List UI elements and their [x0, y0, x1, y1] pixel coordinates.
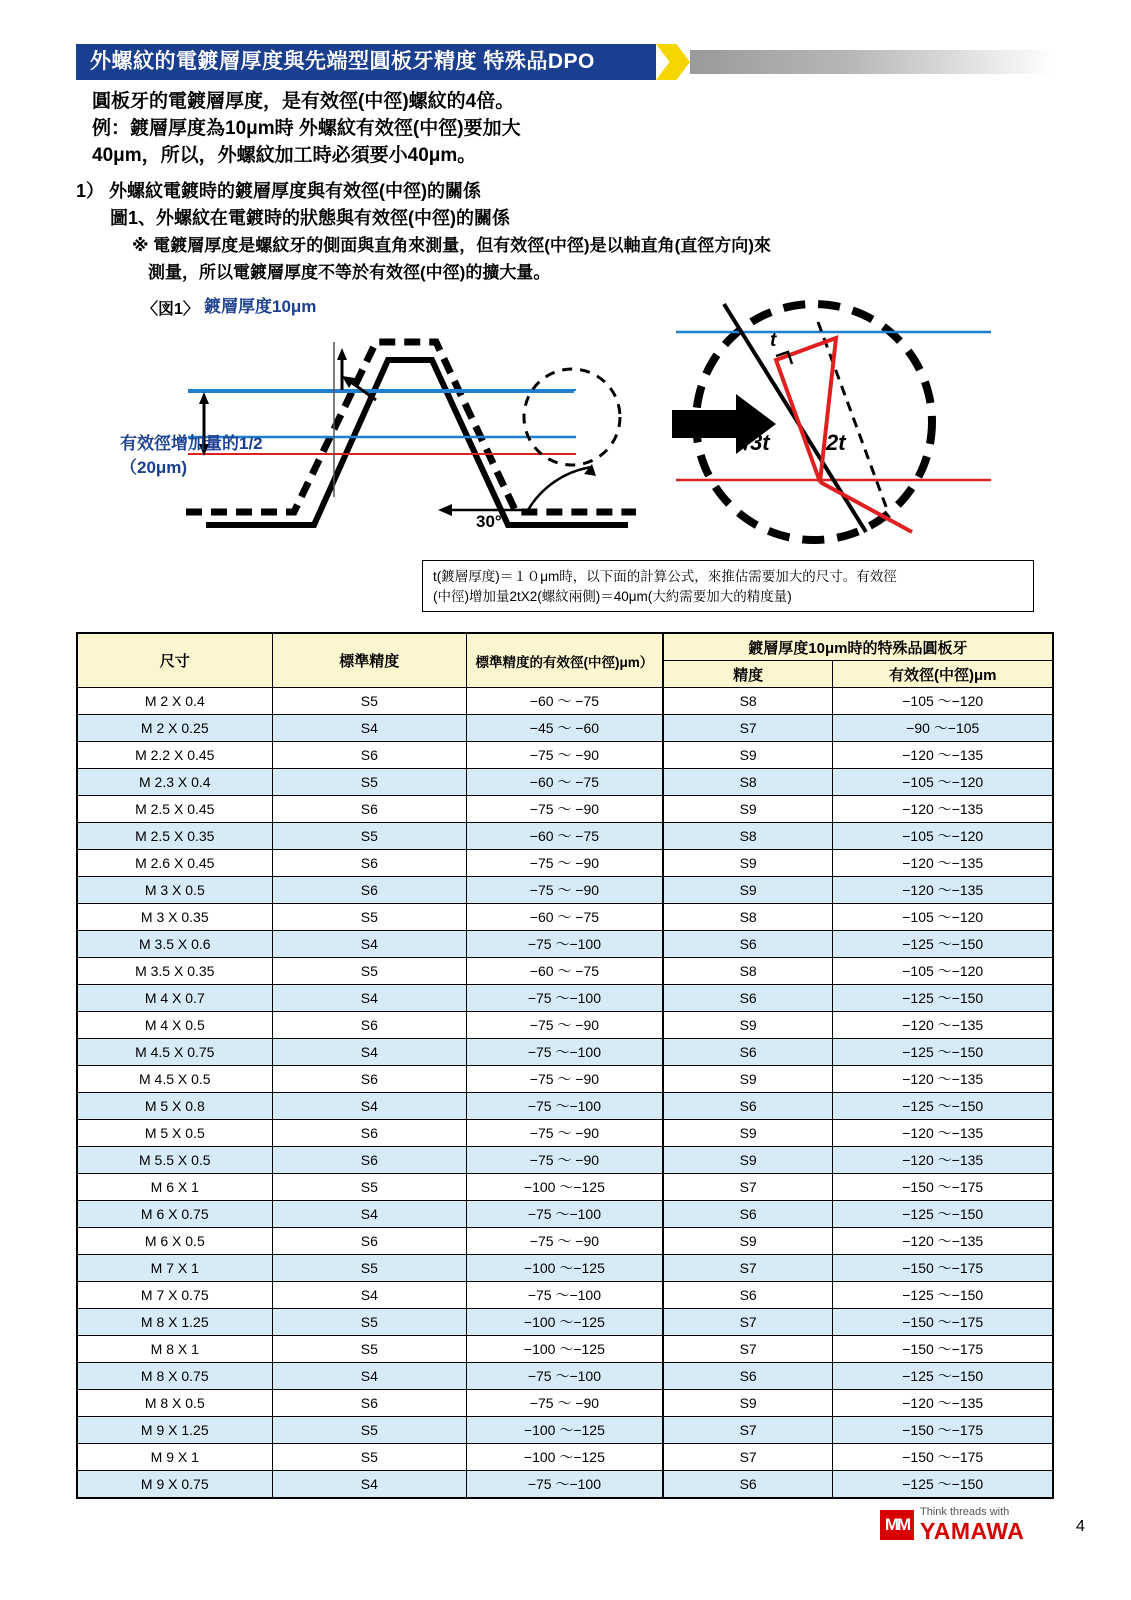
table-cell: M 8 X 1.25	[77, 1309, 272, 1336]
table-row	[77, 1039, 1053, 1066]
angle-label: 30°	[476, 512, 502, 531]
table-cell: −120 ～−135	[833, 1066, 1053, 1093]
table-cell: −105 ～−120	[833, 688, 1053, 715]
table-cell: −120 ～−135	[833, 1012, 1053, 1039]
table-cell: S5	[272, 958, 466, 985]
effective-diameter-label-line1: 有效徑增加量的1/2	[120, 434, 263, 453]
spec-table-body	[77, 688, 1053, 1499]
table-cell: −60 ～ −75	[467, 904, 663, 931]
table-cell: S6	[272, 1066, 466, 1093]
table-cell: −75 ～ −90	[467, 1066, 663, 1093]
formula-box	[422, 560, 1034, 612]
table-cell: −125 ～−150	[833, 1282, 1053, 1309]
table-cell: S4	[272, 715, 466, 742]
table-row	[77, 1255, 1053, 1282]
table-row	[77, 769, 1053, 796]
table-cell: M 2.2 X 0.45	[77, 742, 272, 769]
table-cell: S9	[663, 850, 833, 877]
table-row	[77, 931, 1053, 958]
table-row	[77, 1147, 1053, 1174]
table-row	[77, 1444, 1053, 1471]
table-cell: −75 ～−100	[467, 1471, 663, 1499]
table-cell: M 6 X 0.75	[77, 1201, 272, 1228]
table-cell: S8	[663, 769, 833, 796]
table-row	[77, 1336, 1053, 1363]
table-cell: −150 ～−175	[833, 1255, 1053, 1282]
th-size: 尺寸	[77, 633, 272, 688]
table-cell: −150 ～−175	[833, 1174, 1053, 1201]
table-cell: S6	[663, 1201, 833, 1228]
table-row	[77, 1282, 1053, 1309]
table-cell: −105 ～−120	[833, 769, 1053, 796]
spec-table-head	[77, 633, 1053, 688]
table-cell: −120 ～−135	[833, 742, 1053, 769]
table-row	[77, 958, 1053, 985]
section-1-note-line-2: 測量，所以電鍍層厚度不等於有效徑(中徑)的擴大量。	[148, 263, 551, 282]
table-cell: −120 ～−135	[833, 1228, 1053, 1255]
table-row	[77, 1066, 1053, 1093]
table-cell: −120 ～−135	[833, 1120, 1053, 1147]
table-cell: S5	[272, 1417, 466, 1444]
table-cell: S9	[663, 1120, 833, 1147]
intro-line-3: 40μm，所以，外螺紋加工時必須要小40μm。	[92, 145, 477, 166]
table-row	[77, 796, 1053, 823]
table-cell: M 4 X 0.7	[77, 985, 272, 1012]
table-cell: M 8 X 1	[77, 1336, 272, 1363]
table-cell: S5	[272, 769, 466, 796]
th-std-accuracy: 標準精度	[272, 633, 466, 688]
footer-brand: YAMAWA	[920, 1518, 1025, 1544]
table-cell: −75 ～ −90	[467, 1120, 663, 1147]
table-row	[77, 1309, 1053, 1336]
formula-line-1: t(鍍層厚度)＝１０μm時，以下面的計算公式，來推估需要加大的尺寸。有效徑	[433, 569, 897, 584]
table-row	[77, 1471, 1053, 1499]
table-cell: S7	[663, 1417, 833, 1444]
table-row	[77, 877, 1053, 904]
table-row	[77, 1417, 1053, 1444]
table-cell: M 5.5 X 0.5	[77, 1147, 272, 1174]
table-cell: −60 ～ −75	[467, 958, 663, 985]
table-cell: M 3 X 0.35	[77, 904, 272, 931]
table-cell: M 9 X 1	[77, 1444, 272, 1471]
table-cell: S6	[663, 1039, 833, 1066]
table-cell: S5	[272, 1255, 466, 1282]
table-cell: −75 ～ −90	[467, 1228, 663, 1255]
table-cell: S9	[663, 742, 833, 769]
table-row	[77, 715, 1053, 742]
sqrt3t-label: √3t	[738, 430, 770, 455]
section-1-note-line-1: ※ 電鍍層厚度是螺紋牙的側面與直角來測量，但有效徑(中徑)是以軸直角(直徑方向)來	[132, 236, 771, 255]
table-cell: S9	[663, 1228, 833, 1255]
table-cell: −105 ～−120	[833, 958, 1053, 985]
table-cell: S5	[272, 688, 466, 715]
effective-diameter-label-line2: （20μm)	[120, 458, 188, 477]
table-cell: −75 ～−100	[467, 985, 663, 1012]
table-cell: −125 ～−150	[833, 1363, 1053, 1390]
page-number: 4	[1076, 1518, 1085, 1535]
table-cell: −45 ～ −60	[467, 715, 663, 742]
section-1-heading: 1） 外螺紋電鍍時的鍍層厚度與有效徑(中徑)的關係	[76, 181, 481, 201]
table-cell: S6	[272, 1147, 466, 1174]
table-cell: S5	[272, 1444, 466, 1471]
table-cell: S6	[663, 1471, 833, 1499]
table-cell: −90 ～−105	[833, 715, 1053, 742]
table-cell: M 8 X 0.75	[77, 1363, 272, 1390]
footer-tagline: Think threads with	[920, 1506, 1010, 1518]
table-cell: M 3.5 X 0.6	[77, 931, 272, 958]
table-cell: M 9 X 0.75	[77, 1471, 272, 1499]
table-cell: −105 ～−120	[833, 904, 1053, 931]
table-cell: −100 ～−125	[467, 1255, 663, 1282]
table-cell: S7	[663, 1444, 833, 1471]
table-cell: −75 ～−100	[467, 1363, 663, 1390]
table-cell: S6	[663, 1282, 833, 1309]
table-cell: S7	[663, 1309, 833, 1336]
table-cell: S7	[663, 1255, 833, 1282]
table-row	[77, 1228, 1053, 1255]
intro-line-1: 圓板牙的電鍍層厚度，是有效徑(中徑)螺紋的4倍。	[92, 91, 515, 112]
table-cell: M 6 X 0.5	[77, 1228, 272, 1255]
header-bar	[76, 44, 656, 80]
table-cell: S6	[663, 1363, 833, 1390]
table-cell: −120 ～−135	[833, 850, 1053, 877]
table-cell: −150 ～−175	[833, 1444, 1053, 1471]
yamawa-logo-mark: MM	[880, 1510, 914, 1540]
table-cell: M 2.3 X 0.4	[77, 769, 272, 796]
table-row	[77, 850, 1053, 877]
spec-table-wrapper	[76, 632, 1054, 1499]
table-cell: S6	[272, 1120, 466, 1147]
table-cell: S4	[272, 1039, 466, 1066]
th-std-effective: 標準精度的有效徑(中徑)μm）	[467, 633, 663, 688]
table-cell: S6	[272, 877, 466, 904]
table-cell: S4	[272, 1093, 466, 1120]
page-title: 外螺紋的電鍍層厚度與先端型圓板牙精度 特殊品DPO	[90, 50, 595, 73]
table-cell: S6	[663, 1093, 833, 1120]
table-cell: −60 ～ −75	[467, 769, 663, 796]
table-row	[77, 823, 1053, 850]
th-sub-accuracy: 精度	[663, 661, 833, 688]
table-row	[77, 1174, 1053, 1201]
intro-line-2: 例：鍍層厚度為10μm時 外螺紋有效徑(中徑)要加大	[92, 118, 521, 139]
table-cell: M 4 X 0.5	[77, 1012, 272, 1039]
table-cell: S7	[663, 1336, 833, 1363]
banner-gradient-tail	[690, 50, 1054, 74]
table-cell: −150 ～−175	[833, 1336, 1053, 1363]
table-cell: −100 ～−125	[467, 1309, 663, 1336]
th-sub-effective: 有效徑(中徑)μm	[833, 661, 1053, 688]
table-cell: S5	[272, 904, 466, 931]
table-cell: M 8 X 0.5	[77, 1390, 272, 1417]
table-cell: S6	[663, 985, 833, 1012]
table-cell: −75 ～ −90	[467, 1390, 663, 1417]
table-cell: M 5 X 0.5	[77, 1120, 272, 1147]
table-cell: −150 ～−175	[833, 1309, 1053, 1336]
table-cell: S6	[272, 1228, 466, 1255]
2t-label: 2t	[826, 430, 846, 455]
table-row	[77, 1120, 1053, 1147]
table-cell: S8	[663, 823, 833, 850]
table-row	[77, 904, 1053, 931]
table-row	[77, 1390, 1053, 1417]
effective-diameter-label	[120, 432, 263, 480]
section-1	[76, 178, 1016, 286]
table-cell: −60 ～ −75	[467, 823, 663, 850]
table-cell: M 7 X 1	[77, 1255, 272, 1282]
table-cell: S6	[663, 931, 833, 958]
table-cell: −75 ～ −90	[467, 1012, 663, 1039]
table-row	[77, 1012, 1053, 1039]
table-cell: S7	[663, 715, 833, 742]
table-cell: S5	[272, 1309, 466, 1336]
table-cell: M 7 X 0.75	[77, 1282, 272, 1309]
table-cell: −120 ～−135	[833, 1147, 1053, 1174]
table-cell: M 3.5 X 0.35	[77, 958, 272, 985]
table-cell: S4	[272, 1201, 466, 1228]
table-cell: −75 ～ −90	[467, 877, 663, 904]
table-cell: −75 ～−100	[467, 1282, 663, 1309]
table-cell: S4	[272, 1282, 466, 1309]
table-cell: −75 ～ −90	[467, 742, 663, 769]
table-cell: S4	[272, 1471, 466, 1499]
table-cell: −125 ～−150	[833, 1201, 1053, 1228]
table-cell: S9	[663, 1066, 833, 1093]
table-cell: −100 ～−125	[467, 1444, 663, 1471]
table-cell: −120 ～−135	[833, 796, 1053, 823]
table-cell: S6	[272, 796, 466, 823]
table-row	[77, 1201, 1053, 1228]
table-cell: −125 ～−150	[833, 1093, 1053, 1120]
table-cell: −75 ～−100	[467, 1201, 663, 1228]
footer	[880, 1500, 1085, 1546]
header-banner	[76, 44, 1054, 80]
table-cell: S7	[663, 1174, 833, 1201]
table-cell: S6	[272, 742, 466, 769]
table-cell: −75 ～ −90	[467, 1147, 663, 1174]
table-cell: −60 ～ −75	[467, 688, 663, 715]
table-cell: −105 ～−120	[833, 823, 1053, 850]
table-row	[77, 1093, 1053, 1120]
table-cell: S4	[272, 985, 466, 1012]
spec-table	[76, 632, 1054, 1499]
table-row	[77, 742, 1053, 769]
table-cell: S9	[663, 877, 833, 904]
table-cell: −120 ～−135	[833, 1390, 1053, 1417]
spec-table-header-row-1	[77, 633, 1053, 661]
table-cell: S8	[663, 958, 833, 985]
table-cell: −75 ～−100	[467, 1093, 663, 1120]
table-cell: −125 ～−150	[833, 931, 1053, 958]
figure-tag: 〈図1〉	[142, 301, 199, 318]
table-cell: −75 ～−100	[467, 1039, 663, 1066]
table-cell: −150 ～−175	[833, 1417, 1053, 1444]
table-cell: S6	[272, 850, 466, 877]
table-cell: −120 ～−135	[833, 877, 1053, 904]
table-cell: −75 ～−100	[467, 931, 663, 958]
table-row	[77, 688, 1053, 715]
intro-paragraph	[92, 88, 992, 169]
table-cell: M 2 X 0.25	[77, 715, 272, 742]
table-cell: −75 ～ −90	[467, 850, 663, 877]
table-cell: S8	[663, 688, 833, 715]
table-cell: M 4.5 X 0.5	[77, 1066, 272, 1093]
section-1-subheading: 圖1、外螺紋在電鍍時的狀態與有效徑(中徑)的關係	[110, 208, 510, 228]
chevron-right-icon	[656, 44, 690, 80]
table-cell: M 2.5 X 0.35	[77, 823, 272, 850]
table-cell: S9	[663, 1390, 833, 1417]
table-cell: −100 ～−125	[467, 1336, 663, 1363]
t-label: t	[770, 330, 777, 351]
formula-line-2: (中徑)增加量2tX2(螺紋兩側)＝40μm(大約需要加大的精度量)	[433, 589, 792, 604]
table-cell: M 2 X 0.4	[77, 688, 272, 715]
th-group-special: 鍍層厚度10μm時的特殊品圓板牙	[663, 633, 1053, 661]
table-cell: S9	[663, 1147, 833, 1174]
table-cell: −125 ～−150	[833, 985, 1053, 1012]
table-row	[77, 1363, 1053, 1390]
table-cell: M 3 X 0.5	[77, 877, 272, 904]
table-cell: S5	[272, 1174, 466, 1201]
table-cell: −125 ～−150	[833, 1039, 1053, 1066]
table-cell: −100 ～−125	[467, 1174, 663, 1201]
table-cell: S6	[272, 1012, 466, 1039]
table-cell: M 4.5 X 0.75	[77, 1039, 272, 1066]
table-cell: S9	[663, 1012, 833, 1039]
table-cell: S4	[272, 931, 466, 958]
table-cell: M 2.6 X 0.45	[77, 850, 272, 877]
table-cell: −125 ～−150	[833, 1471, 1053, 1499]
table-cell: M 9 X 1.25	[77, 1417, 272, 1444]
table-cell: S9	[663, 796, 833, 823]
table-cell: M 6 X 1	[77, 1174, 272, 1201]
table-cell: S6	[272, 1390, 466, 1417]
table-cell: S8	[663, 904, 833, 931]
table-cell: −75 ～ −90	[467, 796, 663, 823]
table-cell: M 5 X 0.8	[77, 1093, 272, 1120]
table-cell: S5	[272, 823, 466, 850]
table-cell: S4	[272, 1363, 466, 1390]
table-cell: −100 ～−125	[467, 1417, 663, 1444]
plating-thickness-label: 鍍層厚度10μm	[204, 297, 317, 316]
table-row	[77, 985, 1053, 1012]
table-cell: S5	[272, 1336, 466, 1363]
table-cell: M 2.5 X 0.45	[77, 796, 272, 823]
